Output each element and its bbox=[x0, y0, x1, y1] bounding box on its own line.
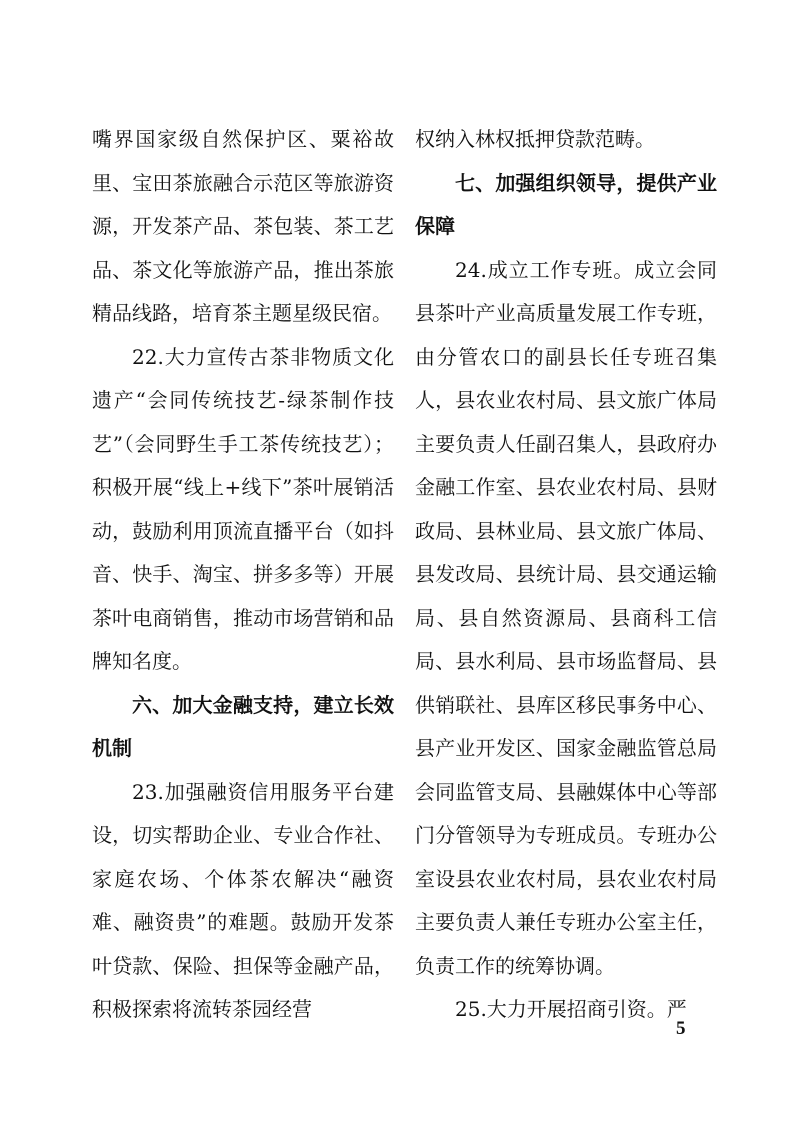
section-heading-7: 七、加强组织领导，提供产业保障 bbox=[415, 170, 717, 238]
left-column bbox=[92, 118, 394, 1032]
section-heading-6: 六、加大金融支持，建立长效机制 bbox=[92, 692, 394, 760]
paragraph-24: 24.成立工作专班。成立会同县茶叶产业高质量发展工作专班，由分管农口的副县长任专班召集人，县农业农村局、县文旅广体局主要负责人任副召集人，县政府办金融工作室、县农业农村局、县财政局、县林业局、县文旅广体局、县发改局、县统计局、县交通运输局、县自然资源局、县商科工信局、县水利局、县市场监督局、县供销联社、县库区移民事务中心、县产业开发区、国家金融监管总局会同监管支局、县融媒体中心等部门分管领导为专班成员。专班办公室设县农业农村局，县农业农村局主要负责人兼任专班办公室主任，负责工作的统筹协调。 bbox=[415, 257, 717, 978]
paragraph-22: 22.大力宣传古茶非物质文化遗产“会同传统技艺-绿茶制作技艺”（会同野生手工茶传统技艺）；积极开展“线上+线下”茶叶展销活动，鼓励利用顶流直播平台（如抖音、快手、淘宝、拼多多等）开展茶叶电商销售，推动市场营销和品牌知名度。 bbox=[92, 344, 394, 673]
paragraph-23-continued: 权纳入林权抵押贷款范畴。 bbox=[415, 127, 655, 151]
paragraph-25: 25.大力开展招商引资。严 bbox=[455, 997, 687, 1021]
paragraph-23: 23.加强融资信用服务平台建设，切实帮助企业、专业合作社、家庭农场、个体茶农解决“融资难、融资贵”的难题。鼓励开发茶叶贷款、保险、担保等金融产品，积极探索将流转茶园经营 bbox=[92, 779, 394, 1021]
right-column bbox=[415, 118, 717, 1032]
paragraph-tourism-resources: 嘴界国家级自然保护区、粟裕故里、宝田茶旅融合示范区等旅游资源，开发茶产品、茶包装、茶工艺品、茶文化等旅游产品，推出茶旅精品线路，培育茶主题星级民宿。 bbox=[92, 127, 394, 325]
page-number: 5 bbox=[676, 1018, 686, 1039]
